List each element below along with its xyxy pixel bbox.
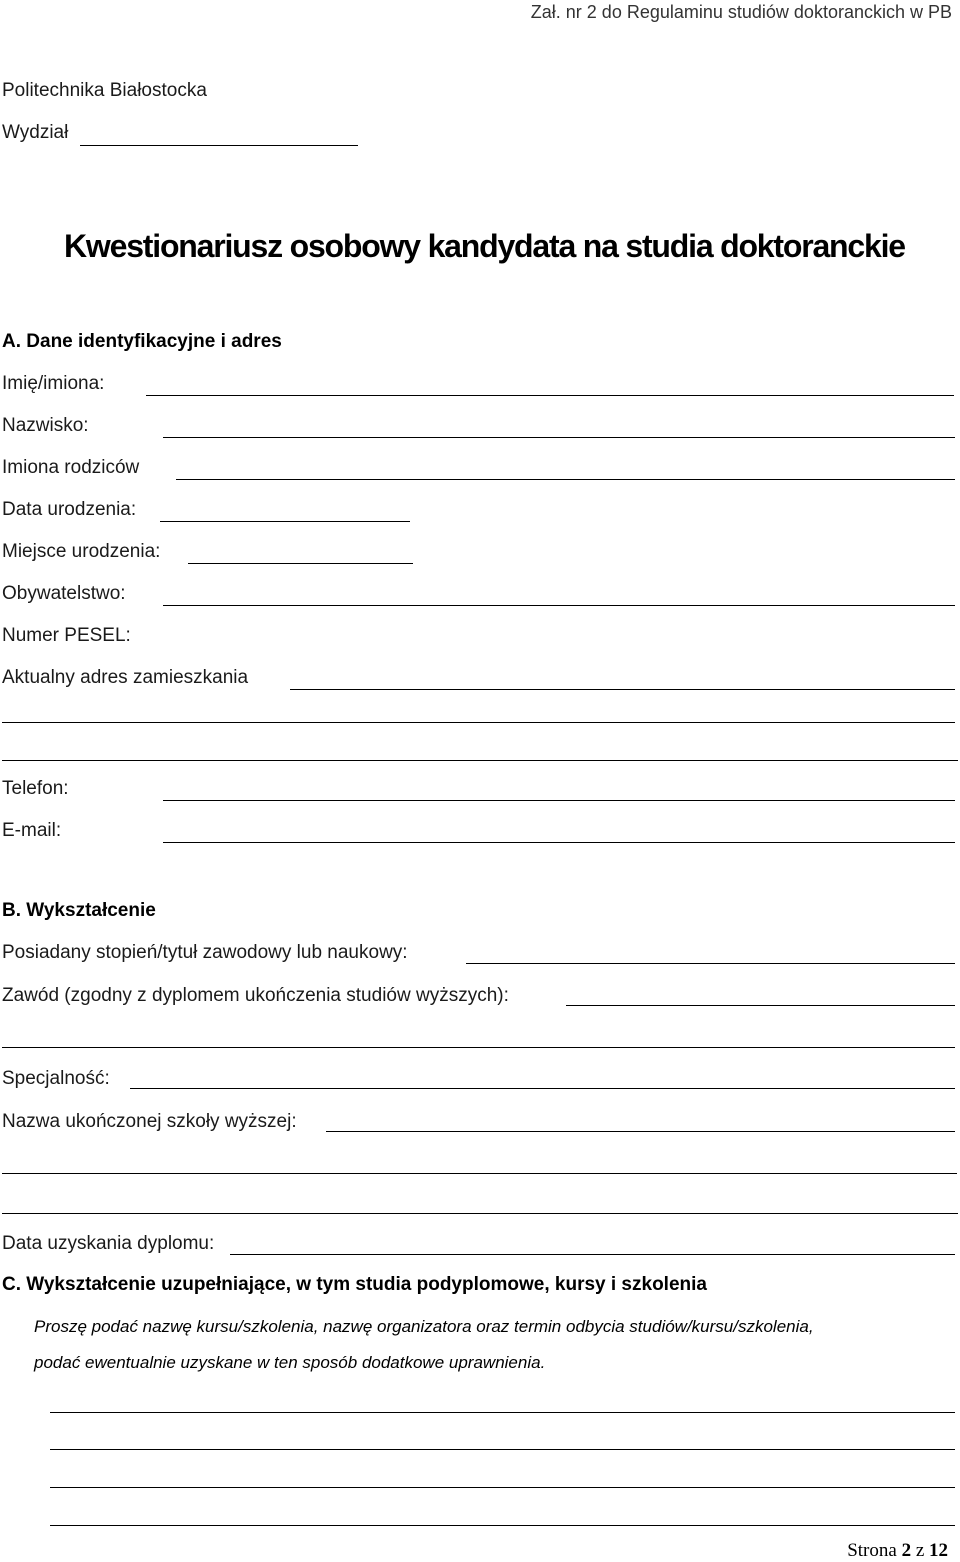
- email-field[interactable]: [163, 842, 955, 843]
- supplementary-field-line-2[interactable]: [50, 1449, 955, 1450]
- specialty-field[interactable]: [130, 1088, 955, 1089]
- profession-field-line-2[interactable]: [2, 1047, 955, 1048]
- section-c-heading: C. Wykształcenie uzupełniające, w tym studia podyplomowe, kursy i szkolenia: [2, 1274, 707, 1295]
- first-names-label: Imię/imiona:: [2, 373, 105, 394]
- current-page: 2: [901, 1540, 912, 1561]
- degree-field[interactable]: [466, 963, 955, 964]
- school-field-line-2[interactable]: [2, 1173, 957, 1174]
- parents-names-field[interactable]: [176, 479, 955, 480]
- header-note: Zał. nr 2 do Regulaminu studiów doktoranckich w PB: [530, 2, 952, 22]
- citizenship-field[interactable]: [163, 605, 955, 606]
- address-field-line-2[interactable]: [2, 722, 955, 723]
- page-label: Strona: [847, 1540, 897, 1561]
- section-a-heading: A. Dane identyfikacyjne i adres: [2, 331, 282, 352]
- surname-field[interactable]: [163, 437, 955, 438]
- institution-name: Politechnika Białostocka: [2, 80, 207, 101]
- supplementary-field-line-3[interactable]: [50, 1487, 955, 1488]
- diploma-date-label: Data uzyskania dyplomu:: [2, 1233, 215, 1254]
- page-title: Kwestionariusz osobowy kandydata na studia doktoranckie: [64, 228, 905, 264]
- total-pages: 12: [929, 1540, 948, 1561]
- birth-date-label: Data urodzenia:: [2, 499, 137, 520]
- supplementary-field-line-1[interactable]: [50, 1412, 955, 1413]
- page-separator: z: [915, 1540, 925, 1561]
- diploma-date-field[interactable]: [230, 1254, 955, 1255]
- school-field-line-3[interactable]: [2, 1213, 958, 1214]
- profession-label: Zawód (zgodny z dyplomem ukończenia studiów wyższych):: [2, 985, 509, 1006]
- pesel-label: Numer PESEL:: [2, 625, 131, 646]
- section-c-instruction-2: podać ewentualnie uzyskane w ten sposób dodatkowe uprawnienia.: [34, 1353, 546, 1372]
- phone-field[interactable]: [163, 800, 955, 801]
- school-field-line-1[interactable]: [326, 1131, 955, 1132]
- email-label: E-mail:: [2, 820, 62, 841]
- profession-field-line-1[interactable]: [566, 1005, 955, 1006]
- surname-label: Nazwisko:: [2, 415, 89, 436]
- first-names-field[interactable]: [146, 395, 954, 396]
- birth-place-field[interactable]: [188, 563, 413, 564]
- address-field-line-3[interactable]: [2, 760, 958, 761]
- birth-date-field[interactable]: [160, 521, 410, 522]
- address-label: Aktualny adres zamieszkania: [2, 667, 249, 688]
- specialty-label: Specjalność:: [2, 1068, 110, 1089]
- degree-label: Posiadany stopień/tytuł zawodowy lub naukowy:: [2, 942, 408, 963]
- faculty-field[interactable]: [80, 145, 358, 146]
- section-c-instruction-1: Proszę podać nazwę kursu/szkolenia, nazwę organizatora oraz termin odbycia studiów/kursu/szkolenia,: [34, 1317, 814, 1336]
- school-label: Nazwa ukończonej szkoły wyższej:: [2, 1111, 297, 1132]
- phone-label: Telefon:: [2, 778, 69, 799]
- birth-place-label: Miejsce urodzenia:: [2, 541, 161, 562]
- address-field-line-1[interactable]: [290, 689, 955, 690]
- section-b-heading: B. Wykształcenie: [2, 900, 156, 921]
- faculty-label: Wydział: [2, 122, 69, 143]
- citizenship-label: Obywatelstwo:: [2, 583, 126, 604]
- supplementary-field-line-4[interactable]: [50, 1525, 955, 1526]
- parents-names-label: Imiona rodziców: [2, 457, 140, 478]
- page-number: [847, 1540, 948, 1562]
